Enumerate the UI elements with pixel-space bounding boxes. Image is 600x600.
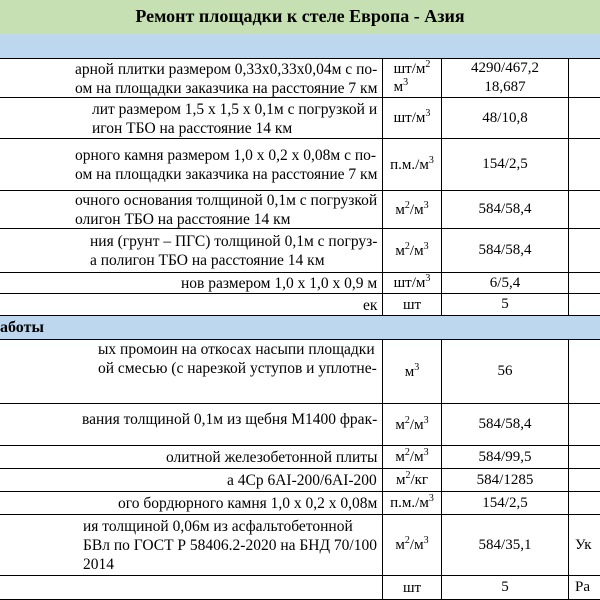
unit-cell [383, 59, 442, 97]
unit [395, 536, 428, 554]
unit-cell [383, 191, 442, 228]
work-name [75, 60, 377, 97]
unit-exponent: 3 [423, 535, 429, 546]
unit-base: м [395, 472, 406, 488]
work-name-line: ом на площадки заказчика на расстояние 7 км [75, 166, 378, 183]
table-row [0, 492, 600, 515]
note-cell [569, 576, 600, 599]
unit-cell [383, 515, 442, 575]
work-name [75, 191, 377, 228]
unit-cell [383, 576, 442, 599]
unit-suffix: /м [409, 537, 424, 553]
unit-line [395, 536, 428, 554]
work-name [75, 146, 377, 184]
note-text: Ук [575, 536, 592, 553]
quantity-value: 584/1285 [476, 471, 534, 488]
quantity-value: 584/35,1 [478, 536, 532, 553]
quantity-value: 154/2,5 [482, 156, 528, 172]
unit [394, 60, 431, 96]
table-row [0, 404, 600, 446]
quantity-cell [442, 492, 569, 514]
quantity-cell [442, 59, 569, 97]
quantity-cell [442, 191, 569, 228]
work-name-line: а 4Ср 6АI-200/6АI-200 [227, 472, 377, 489]
unit-line [395, 242, 428, 260]
note-cell [569, 98, 600, 138]
unit-exponent: 2 [405, 470, 411, 481]
quantity-cell [442, 229, 569, 272]
work-name-line: ия толщиной 0,06м из асфальтобетонной [83, 518, 353, 535]
work-name-line: вания толщиной 0,1м из щебня М1400 фрак- [82, 411, 378, 428]
quantity-value: 18,687 [484, 79, 526, 95]
unit-suffix: /м [409, 416, 424, 433]
note-cell [569, 515, 600, 575]
unit-suffix: /м [409, 449, 424, 465]
work-name-line: ния (грунт – ПГС) толщиной 0,1м с погруз- [90, 233, 378, 250]
work-name-line: ых промоин на откосах насыпи площадки [98, 341, 375, 358]
unit-exponent: 3 [423, 199, 429, 211]
note-cell [569, 191, 600, 228]
table-row [0, 191, 600, 229]
work-name [373, 579, 377, 598]
unit-base: шт [402, 579, 422, 596]
work-name-line [373, 579, 377, 598]
work-name-cell [0, 446, 383, 468]
work-name [92, 100, 377, 138]
work-name-cell [0, 191, 383, 228]
quantity-value: 56 [497, 363, 513, 379]
note-cell [569, 446, 600, 468]
unit-line [390, 156, 434, 174]
unit [405, 363, 420, 381]
unit-exponent: 3 [423, 447, 429, 458]
work-name-cell [0, 139, 383, 190]
unit-line [394, 78, 431, 96]
table-row [0, 229, 600, 273]
work-name-line: ого бордюрного камня 1,0 х 0,2 х 0,08м [118, 495, 378, 512]
work-name-line: 2014 [83, 556, 114, 573]
unit [395, 242, 428, 260]
unit-exponent: 2 [404, 535, 410, 546]
unit [403, 296, 421, 314]
unit [403, 579, 421, 597]
quantity-cell [442, 139, 569, 190]
work-name [363, 296, 377, 315]
unit-cell [383, 273, 442, 293]
unit-suffix: /м [409, 201, 424, 218]
unit-exponent: 3 [428, 493, 434, 504]
unit-base: м [395, 201, 405, 218]
unit-exponent: 2 [404, 447, 410, 458]
table-row [0, 469, 600, 492]
note-cell [569, 139, 600, 190]
work-name-line: игон ТБО на расстояние 14 км [92, 120, 293, 137]
work-name-line: а полигон ТБО на расстояние 14 км [90, 252, 325, 269]
unit [390, 156, 434, 174]
work-name-line: очного основания толщиной 0,1м с погрузкой [75, 192, 378, 209]
quantity-value: 584/58,4 [478, 242, 532, 258]
note-cell [569, 273, 600, 293]
work-name [166, 448, 377, 467]
unit-base: п.м./м [390, 156, 429, 173]
table-row [0, 515, 600, 576]
note-cell [569, 404, 600, 445]
unit-exponent: 3 [403, 77, 409, 88]
unit-exponent: 3 [423, 414, 429, 426]
section-label: аботы [0, 318, 44, 336]
work-name [90, 232, 377, 270]
unit-exponent: 2 [404, 240, 410, 252]
unit [394, 274, 431, 292]
quantity-cell [442, 294, 569, 315]
unit-base: м [395, 537, 405, 553]
table-row [0, 139, 600, 191]
work-name-line: БВл по ГОСТ Р 58406.2-2020 на БНД 70/100 [83, 537, 377, 554]
work-name-line [82, 429, 377, 445]
unit-exponent: 3 [414, 361, 420, 373]
work-name-cell [0, 98, 383, 138]
work-name-cell [0, 294, 383, 315]
unit-line [395, 201, 428, 219]
section-header-row [0, 316, 600, 340]
quantity-value: 584/58,4 [478, 416, 532, 432]
quantity-value: 4290/467,2 [471, 60, 539, 76]
unit [395, 416, 428, 434]
quantity-cell [442, 98, 569, 138]
work-name-cell [0, 469, 383, 491]
work-name-line: арной плитки размером 0,33х0,33х0,04м с по- [75, 61, 378, 78]
unit-exponent: 3 [425, 273, 431, 284]
unit-base: шт [402, 296, 422, 313]
note-text: Ра [575, 579, 590, 595]
unit-line [405, 363, 420, 381]
unit-base: шт/м [393, 110, 426, 126]
unit-cell [383, 98, 442, 138]
unit-exponent: 3 [423, 240, 429, 252]
quantity-value: 584/58,4 [478, 201, 532, 217]
work-name [181, 274, 377, 293]
unit-cell [383, 229, 442, 272]
unit-cell [383, 446, 442, 468]
unit-base: м [404, 363, 415, 380]
quantity-cell [442, 576, 569, 599]
quantity-cell [442, 515, 569, 575]
note-cell [569, 492, 600, 514]
note-cell [569, 229, 600, 272]
quantity-value: 5 [501, 296, 509, 312]
note-cell [569, 59, 600, 97]
unit-exponent: 3 [425, 108, 431, 119]
unit-exponent: 2 [404, 199, 410, 211]
unit-cell [383, 294, 442, 315]
work-name [83, 517, 377, 574]
work-name [98, 340, 377, 397]
unit-base: м [395, 416, 405, 433]
work-name-cell [0, 404, 383, 445]
work-name-line: олигон ТБО на расстояние 14 км [75, 211, 291, 228]
work-name-cell [0, 273, 383, 293]
unit [395, 201, 428, 219]
unit [390, 494, 434, 512]
unit-base: м [393, 79, 404, 95]
table-row [0, 576, 600, 600]
unit-exponent: 2 [404, 414, 410, 426]
unit-base: п.м./м [390, 495, 429, 511]
work-name-cell [0, 576, 383, 599]
unit-suffix: /м [409, 242, 424, 259]
quantity-cell [442, 404, 569, 445]
unit-line [394, 109, 431, 127]
unit-cell [383, 340, 442, 403]
unit-line [396, 471, 428, 489]
work-name-line: нов размером 1,0 х 1,0 х 0,9 м [181, 275, 378, 292]
unit-line [390, 494, 434, 512]
work-name-cell [0, 229, 383, 272]
work-name-line: лит размером 1,5 х 1,5 х 0,1м с погрузкой и [92, 101, 378, 118]
note-cell [569, 294, 600, 315]
table-row [0, 59, 600, 98]
page-title-text: Ремонт площадки к стеле Европа - Азия [135, 6, 465, 26]
unit [394, 109, 431, 127]
unit-cell [383, 404, 442, 445]
quantity-value: 584/99,5 [478, 448, 532, 465]
work-name-cell [0, 340, 383, 403]
unit-line [394, 60, 431, 78]
quantity-cell [442, 273, 569, 293]
unit-base: м [395, 449, 405, 465]
unit [396, 471, 428, 489]
unit-line [395, 416, 428, 434]
quantity-cell [442, 446, 569, 468]
table-row [0, 294, 600, 316]
work-name-line: ой смесью (с нарезкой уступов и уплотне- [98, 360, 377, 377]
quantity-cell [442, 340, 569, 403]
unit-cell [383, 492, 442, 514]
unit-line [394, 274, 431, 292]
unit-suffix: /кг [410, 472, 429, 488]
unit-base: м [395, 242, 405, 259]
work-name [82, 410, 377, 445]
unit-base: шт/м [393, 275, 426, 291]
unit-line [403, 296, 421, 314]
work-name-line: олитной железобетонной плиты [166, 449, 378, 466]
section-header-row [0, 33, 600, 59]
quantity-value: 6/5,4 [489, 274, 521, 291]
unit-exponent: 3 [428, 154, 434, 166]
note-cell [569, 469, 600, 491]
table-row [0, 98, 600, 139]
unit-line [403, 579, 421, 597]
work-name-line: ом на площадки заказчика на расстояние 7 км [75, 80, 378, 97]
work-name [118, 494, 377, 513]
work-name-cell [0, 515, 383, 575]
quantity-value: 154/2,5 [482, 494, 528, 511]
note-cell [569, 340, 600, 403]
work-name-line [98, 378, 377, 397]
table-row [0, 446, 600, 469]
quantity-value: 48/10,8 [482, 109, 528, 126]
unit-line [395, 448, 428, 466]
unit-exponent: 2 [425, 59, 431, 70]
quantity-cell [442, 469, 569, 491]
work-name-cell [0, 492, 383, 514]
unit [395, 448, 428, 466]
table-row [0, 340, 600, 404]
unit-cell [383, 139, 442, 190]
work-name-line: орного камня размером 1,0 х 0,2 х 0,08м с по- [75, 147, 377, 164]
table-row [0, 273, 600, 294]
work-name [227, 471, 377, 490]
unit-cell [383, 469, 442, 491]
unit-base: шт/м [393, 61, 426, 77]
page-title [0, 0, 600, 34]
work-name-cell [0, 59, 383, 97]
work-name-line: ек [363, 297, 378, 314]
quantity-value: 5 [501, 579, 509, 595]
